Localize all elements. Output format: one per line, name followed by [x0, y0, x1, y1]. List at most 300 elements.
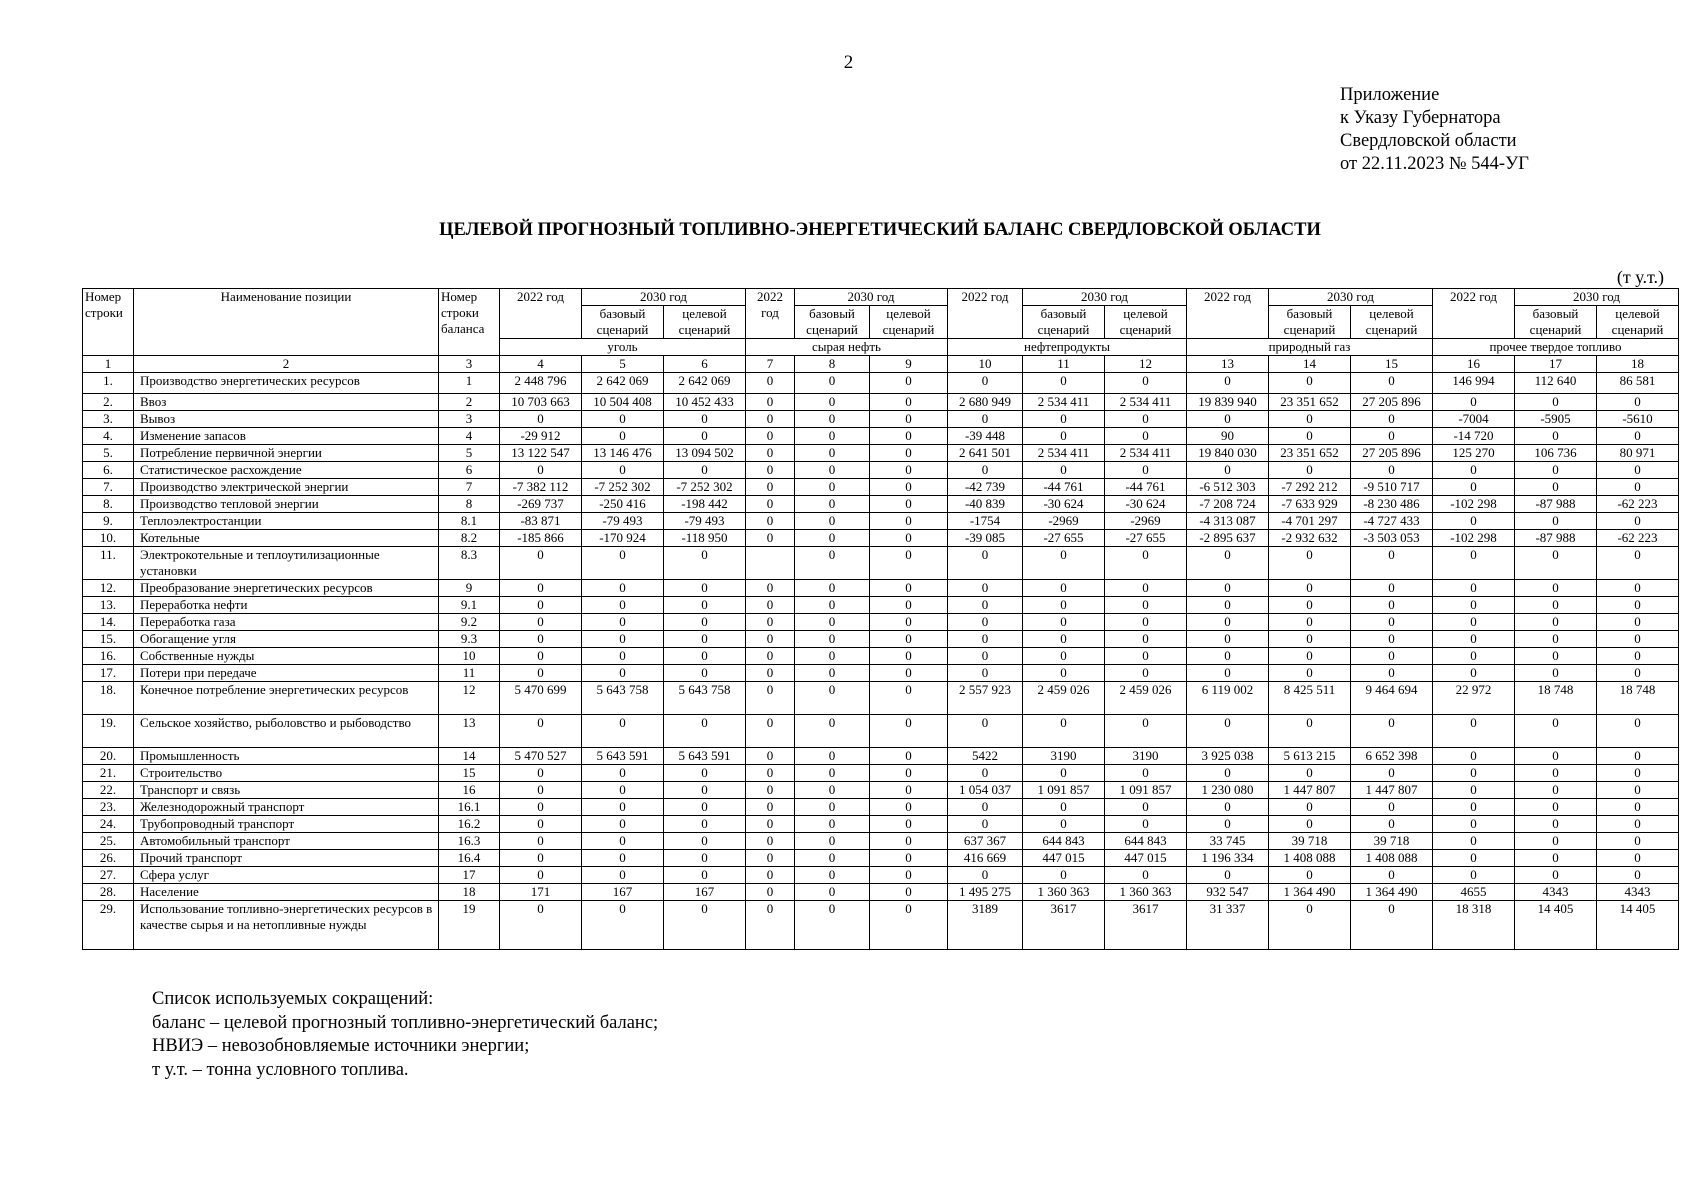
- value-cell: 0: [1597, 748, 1679, 765]
- value-cell: 0: [1433, 748, 1515, 765]
- table-row: [83, 445, 1679, 462]
- value-cell: 0: [1269, 373, 1351, 394]
- value-cell: 0: [795, 850, 870, 867]
- value-cell: 0: [500, 816, 582, 833]
- value-cell: 6 119 002: [1187, 682, 1269, 715]
- value-cell: -7 633 929: [1269, 496, 1351, 513]
- appendix-line: Приложение: [1340, 85, 1440, 105]
- table-row: [83, 513, 1679, 530]
- value-cell: 0: [582, 665, 664, 682]
- value-cell: 33 745: [1187, 833, 1269, 850]
- value-cell: 0: [1105, 816, 1187, 833]
- value-cell: 0: [746, 462, 795, 479]
- table-row: [83, 580, 1679, 597]
- value-cell: 0: [746, 614, 795, 631]
- balance-row-number-cell: 8.1: [439, 513, 500, 530]
- value-cell: 0: [1515, 513, 1597, 530]
- value-cell: 27 205 896: [1351, 445, 1433, 462]
- row-number-cell: 11.: [83, 547, 134, 580]
- position-name-cell: Производство энергетических ресурсов: [134, 373, 439, 394]
- value-cell: 0: [795, 462, 870, 479]
- value-cell: 0: [1269, 867, 1351, 884]
- value-cell: 1 364 490: [1269, 884, 1351, 901]
- value-cell: 0: [1351, 765, 1433, 782]
- value-cell: 0: [795, 445, 870, 462]
- value-cell: 0: [1351, 462, 1433, 479]
- value-cell: 0: [746, 748, 795, 765]
- value-cell: 2 641 501: [948, 445, 1023, 462]
- row-number-cell: 6.: [83, 462, 134, 479]
- value-cell: 0: [1433, 665, 1515, 682]
- value-cell: 0: [1187, 631, 1269, 648]
- value-cell: 0: [1515, 580, 1597, 597]
- value-cell: 0: [500, 799, 582, 816]
- value-cell: 23 351 652: [1269, 445, 1351, 462]
- value-cell: 0: [1597, 513, 1679, 530]
- position-name-cell: Потери при передаче: [134, 665, 439, 682]
- value-cell: 0: [746, 901, 795, 950]
- value-cell: 0: [795, 682, 870, 715]
- value-cell: 0: [1433, 765, 1515, 782]
- value-cell: 0: [1515, 479, 1597, 496]
- value-cell: -87 988: [1515, 496, 1597, 513]
- value-cell: 0: [1597, 867, 1679, 884]
- value-cell: 0: [795, 428, 870, 445]
- appendix-line: от 22.11.2023 № 544-УГ: [1340, 154, 1529, 174]
- position-name-cell: Транспорт и связь: [134, 782, 439, 799]
- value-cell: 0: [1433, 547, 1515, 580]
- value-cell: 0: [582, 833, 664, 850]
- value-cell: 0: [795, 411, 870, 428]
- value-cell: 0: [1023, 648, 1105, 665]
- balance-row-number-cell: 11: [439, 665, 500, 682]
- value-cell: 0: [1105, 799, 1187, 816]
- value-cell: 0: [1433, 850, 1515, 867]
- value-cell: 0: [500, 665, 582, 682]
- value-cell: 0: [1515, 597, 1597, 614]
- value-cell: 0: [1433, 394, 1515, 411]
- value-cell: 0: [1433, 715, 1515, 748]
- value-cell: 0: [1597, 782, 1679, 799]
- value-cell: 0: [1023, 799, 1105, 816]
- value-cell: 0: [746, 411, 795, 428]
- value-cell: 2 534 411: [1023, 445, 1105, 462]
- value-cell: 0: [1105, 765, 1187, 782]
- value-cell: -83 871: [500, 513, 582, 530]
- value-cell: 0: [948, 765, 1023, 782]
- value-cell: 3 925 038: [1187, 748, 1269, 765]
- row-number-cell: 2.: [83, 394, 134, 411]
- value-cell: 0: [1597, 631, 1679, 648]
- row-number-cell: 10.: [83, 530, 134, 547]
- balance-row-number-cell: 18: [439, 884, 500, 901]
- row-number-cell: 16.: [83, 648, 134, 665]
- column-number-cell: 9: [870, 356, 948, 373]
- value-cell: -3 503 053: [1351, 530, 1433, 547]
- value-cell: 0: [500, 648, 582, 665]
- value-cell: 0: [1023, 547, 1105, 580]
- value-cell: 0: [746, 765, 795, 782]
- header-target-scenario: целевой сценарий: [664, 306, 746, 339]
- value-cell: 0: [1023, 715, 1105, 748]
- value-cell: 0: [1597, 614, 1679, 631]
- value-cell: 2 459 026: [1105, 682, 1187, 715]
- row-number-cell: 13.: [83, 597, 134, 614]
- value-cell: 0: [948, 373, 1023, 394]
- position-name-cell: Ввоз: [134, 394, 439, 411]
- value-cell: -5610: [1597, 411, 1679, 428]
- value-cell: 0: [1597, 816, 1679, 833]
- value-cell: 0: [746, 816, 795, 833]
- header-fuel-other-solid: прочее твердое топливо: [1433, 339, 1679, 356]
- table-row: [83, 496, 1679, 513]
- value-cell: 0: [1187, 547, 1269, 580]
- value-cell: 5 643 591: [664, 748, 746, 765]
- value-cell: 447 015: [1105, 850, 1187, 867]
- column-number-cell: 6: [664, 356, 746, 373]
- table-row: [83, 547, 1679, 580]
- value-cell: 0: [870, 884, 948, 901]
- value-cell: 0: [1105, 648, 1187, 665]
- value-cell: 0: [870, 901, 948, 950]
- value-cell: 0: [582, 580, 664, 597]
- value-cell: 0: [746, 665, 795, 682]
- value-cell: 5 470 527: [500, 748, 582, 765]
- value-cell: 0: [500, 547, 582, 580]
- header-balance-row-no: Номер строки баланса: [439, 289, 500, 356]
- table-row: [83, 373, 1679, 394]
- balance-row-number-cell: 13: [439, 715, 500, 748]
- table-row: [83, 715, 1679, 748]
- value-cell: 0: [1105, 631, 1187, 648]
- value-cell: 0: [746, 867, 795, 884]
- value-cell: 0: [795, 816, 870, 833]
- value-cell: 0: [948, 867, 1023, 884]
- value-cell: 1 408 088: [1351, 850, 1433, 867]
- value-cell: 0: [1433, 597, 1515, 614]
- value-cell: 1 447 807: [1351, 782, 1433, 799]
- value-cell: -102 298: [1433, 530, 1515, 547]
- position-name-cell: Электрокотельные и теплоутилизационные установки: [134, 547, 439, 580]
- value-cell: 0: [1269, 816, 1351, 833]
- value-cell: 0: [1023, 765, 1105, 782]
- header-year-2030: 2030 год: [795, 289, 948, 306]
- page-number: 2: [843, 52, 854, 73]
- table-row: [83, 765, 1679, 782]
- value-cell: 0: [870, 614, 948, 631]
- balance-row-number-cell: 5: [439, 445, 500, 462]
- position-name-cell: Преобразование энергетических ресурсов: [134, 580, 439, 597]
- value-cell: 1 408 088: [1269, 850, 1351, 867]
- table-row: [83, 884, 1679, 901]
- value-cell: 0: [1351, 799, 1433, 816]
- value-cell: -44 761: [1105, 479, 1187, 496]
- value-cell: 0: [1351, 597, 1433, 614]
- value-cell: 2 680 949: [948, 394, 1023, 411]
- header-fuel-crude-oil: сырая нефть: [746, 339, 948, 356]
- value-cell: 0: [948, 462, 1023, 479]
- value-cell: 5 643 758: [582, 682, 664, 715]
- header-year-2030: 2030 год: [1269, 289, 1433, 306]
- table-row: [83, 479, 1679, 496]
- value-cell: 0: [795, 748, 870, 765]
- value-cell: 0: [582, 799, 664, 816]
- value-cell: 0: [795, 867, 870, 884]
- value-cell: 416 669: [948, 850, 1023, 867]
- position-name-cell: Изменение запасов: [134, 428, 439, 445]
- value-cell: 0: [1187, 597, 1269, 614]
- value-cell: 0: [1597, 850, 1679, 867]
- value-cell: 2 448 796: [500, 373, 582, 394]
- row-number-cell: 1.: [83, 373, 134, 394]
- value-cell: 0: [1023, 462, 1105, 479]
- value-cell: 0: [582, 867, 664, 884]
- value-cell: 0: [1105, 614, 1187, 631]
- value-cell: 0: [664, 665, 746, 682]
- value-cell: 0: [1351, 631, 1433, 648]
- header-target-scenario: целевой сценарий: [870, 306, 948, 339]
- value-cell: 0: [582, 765, 664, 782]
- value-cell: 0: [1515, 665, 1597, 682]
- value-cell: 18 748: [1597, 682, 1679, 715]
- position-name-cell: Строительство: [134, 765, 439, 782]
- value-cell: 23 351 652: [1269, 394, 1351, 411]
- value-cell: 0: [1351, 816, 1433, 833]
- header-fuel-coal: уголь: [500, 339, 746, 356]
- column-number-cell: 3: [439, 356, 500, 373]
- value-cell: 0: [795, 884, 870, 901]
- value-cell: 2 557 923: [948, 682, 1023, 715]
- value-cell: 0: [1515, 850, 1597, 867]
- value-cell: 0: [1187, 867, 1269, 884]
- value-cell: -185 866: [500, 530, 582, 547]
- column-number-cell: 17: [1515, 356, 1597, 373]
- value-cell: 0: [1269, 631, 1351, 648]
- value-cell: 0: [746, 682, 795, 715]
- value-cell: -102 298: [1433, 496, 1515, 513]
- value-cell: 0: [948, 614, 1023, 631]
- value-cell: 0: [870, 580, 948, 597]
- value-cell: 0: [1023, 580, 1105, 597]
- value-cell: -27 655: [1105, 530, 1187, 547]
- column-number-cell: 18: [1597, 356, 1679, 373]
- value-cell: 0: [664, 462, 746, 479]
- balance-row-number-cell: 9.2: [439, 614, 500, 631]
- balance-row-number-cell: 16: [439, 782, 500, 799]
- column-number-row: [83, 356, 1679, 373]
- balance-row-number-cell: 16.4: [439, 850, 500, 867]
- value-cell: 0: [1433, 462, 1515, 479]
- value-cell: 644 843: [1023, 833, 1105, 850]
- value-cell: 171: [500, 884, 582, 901]
- table-row: [83, 614, 1679, 631]
- value-cell: 0: [582, 547, 664, 580]
- value-cell: 0: [746, 648, 795, 665]
- row-number-cell: 28.: [83, 884, 134, 901]
- value-cell: 0: [1269, 665, 1351, 682]
- column-number-cell: 14: [1269, 356, 1351, 373]
- value-cell: 0: [1023, 665, 1105, 682]
- value-cell: 1 360 363: [1105, 884, 1187, 901]
- value-cell: 0: [795, 631, 870, 648]
- column-number-cell: 10: [948, 356, 1023, 373]
- value-cell: 0: [1351, 373, 1433, 394]
- position-name-cell: Автомобильный транспорт: [134, 833, 439, 850]
- value-cell: 0: [1597, 462, 1679, 479]
- value-cell: 0: [1351, 614, 1433, 631]
- value-cell: 0: [1105, 867, 1187, 884]
- row-number-cell: 19.: [83, 715, 134, 748]
- value-cell: -7004: [1433, 411, 1515, 428]
- header-year-2030: 2030 год: [1515, 289, 1679, 306]
- value-cell: 0: [870, 648, 948, 665]
- value-cell: 0: [870, 850, 948, 867]
- value-cell: 1 364 490: [1351, 884, 1433, 901]
- value-cell: 10 703 663: [500, 394, 582, 411]
- value-cell: 0: [1105, 547, 1187, 580]
- header-target-scenario: целевой сценарий: [1597, 306, 1679, 339]
- value-cell: 0: [795, 901, 870, 950]
- value-cell: 0: [870, 394, 948, 411]
- value-cell: 0: [746, 373, 795, 394]
- value-cell: 0: [664, 901, 746, 950]
- column-number-cell: 5: [582, 356, 664, 373]
- position-name-cell: Использование топливно-энергетических ресурсов в качестве сырья и на нетопливные нужды: [134, 901, 439, 950]
- value-cell: 0: [746, 530, 795, 547]
- value-cell: -79 493: [582, 513, 664, 530]
- value-cell: 0: [1515, 428, 1597, 445]
- value-cell: -62 223: [1597, 530, 1679, 547]
- value-cell: 0: [746, 428, 795, 445]
- value-cell: 0: [870, 799, 948, 816]
- value-cell: 86 581: [1597, 373, 1679, 394]
- value-cell: 644 843: [1105, 833, 1187, 850]
- value-cell: 0: [795, 765, 870, 782]
- value-cell: 0: [948, 411, 1023, 428]
- value-cell: 0: [795, 479, 870, 496]
- value-cell: -7 292 212: [1269, 479, 1351, 496]
- header-target-scenario: целевой сценарий: [1351, 306, 1433, 339]
- position-name-cell: Обогащение угля: [134, 631, 439, 648]
- value-cell: 0: [582, 782, 664, 799]
- value-cell: 0: [870, 816, 948, 833]
- row-number-cell: 3.: [83, 411, 134, 428]
- value-cell: -2969: [1023, 513, 1105, 530]
- value-cell: 0: [500, 782, 582, 799]
- header-year-2022: 2022 год: [1187, 289, 1269, 339]
- value-cell: 18 748: [1515, 682, 1597, 715]
- value-cell: 2 459 026: [1023, 682, 1105, 715]
- balance-row-number-cell: 16.1: [439, 799, 500, 816]
- value-cell: 0: [948, 715, 1023, 748]
- value-cell: 0: [1351, 547, 1433, 580]
- abbreviations-title: Список используемых сокращений:: [152, 989, 434, 1009]
- value-cell: 0: [1515, 765, 1597, 782]
- value-cell: 0: [1351, 648, 1433, 665]
- value-cell: 0: [795, 580, 870, 597]
- value-cell: 0: [948, 597, 1023, 614]
- value-cell: 0: [1515, 782, 1597, 799]
- value-cell: 0: [500, 901, 582, 950]
- value-cell: 0: [795, 782, 870, 799]
- value-cell: 932 547: [1187, 884, 1269, 901]
- value-cell: 0: [664, 765, 746, 782]
- value-cell: -1754: [948, 513, 1023, 530]
- abbreviation-item: баланс – целевой прогнозный топливно-энергетический баланс;: [152, 1012, 659, 1033]
- value-cell: 1 495 275: [948, 884, 1023, 901]
- value-cell: -7 252 302: [582, 479, 664, 496]
- value-cell: 0: [795, 496, 870, 513]
- value-cell: 0: [1433, 631, 1515, 648]
- value-cell: 0: [1433, 648, 1515, 665]
- value-cell: -5905: [1515, 411, 1597, 428]
- value-cell: 0: [1187, 373, 1269, 394]
- value-cell: 5 643 758: [664, 682, 746, 715]
- value-cell: -8 230 486: [1351, 496, 1433, 513]
- value-cell: 1 447 807: [1269, 782, 1351, 799]
- value-cell: 0: [500, 614, 582, 631]
- value-cell: 0: [1269, 597, 1351, 614]
- value-cell: 0: [870, 748, 948, 765]
- value-cell: 0: [870, 530, 948, 547]
- header-base-scenario: базовый сценарий: [1515, 306, 1597, 339]
- value-cell: 0: [1597, 765, 1679, 782]
- value-cell: 0: [1351, 428, 1433, 445]
- value-cell: -2 895 637: [1187, 530, 1269, 547]
- value-cell: -9 510 717: [1351, 479, 1433, 496]
- value-cell: 0: [1269, 428, 1351, 445]
- value-cell: 22 972: [1433, 682, 1515, 715]
- header-year-2022: 2022 год: [746, 289, 795, 339]
- value-cell: 0: [582, 462, 664, 479]
- value-cell: 0: [1105, 462, 1187, 479]
- value-cell: 0: [948, 547, 1023, 580]
- value-cell: -7 382 112: [500, 479, 582, 496]
- value-cell: 0: [795, 833, 870, 850]
- table-row: [83, 901, 1679, 950]
- value-cell: 0: [1597, 715, 1679, 748]
- value-cell: 27 205 896: [1351, 394, 1433, 411]
- value-cell: 0: [500, 867, 582, 884]
- value-cell: 5422: [948, 748, 1023, 765]
- value-cell: 0: [746, 833, 795, 850]
- value-cell: 0: [870, 765, 948, 782]
- value-cell: 0: [1433, 782, 1515, 799]
- row-number-cell: 23.: [83, 799, 134, 816]
- value-cell: 0: [795, 614, 870, 631]
- value-cell: 0: [664, 715, 746, 748]
- value-cell: 0: [1515, 748, 1597, 765]
- value-cell: 0: [1597, 799, 1679, 816]
- position-name-cell: Переработка нефти: [134, 597, 439, 614]
- column-number-cell: 12: [1105, 356, 1187, 373]
- position-name-cell: Трубопроводный транспорт: [134, 816, 439, 833]
- value-cell: 18 318: [1433, 901, 1515, 950]
- value-cell: 0: [1515, 614, 1597, 631]
- value-cell: 0: [870, 682, 948, 715]
- row-number-cell: 4.: [83, 428, 134, 445]
- value-cell: 0: [500, 715, 582, 748]
- value-cell: 0: [1515, 715, 1597, 748]
- value-cell: 0: [1433, 816, 1515, 833]
- value-cell: -269 737: [500, 496, 582, 513]
- value-cell: 0: [664, 547, 746, 580]
- table-row: [83, 648, 1679, 665]
- value-cell: -30 624: [1023, 496, 1105, 513]
- value-cell: -44 761: [1023, 479, 1105, 496]
- value-cell: 0: [948, 665, 1023, 682]
- balance-row-number-cell: 9.1: [439, 597, 500, 614]
